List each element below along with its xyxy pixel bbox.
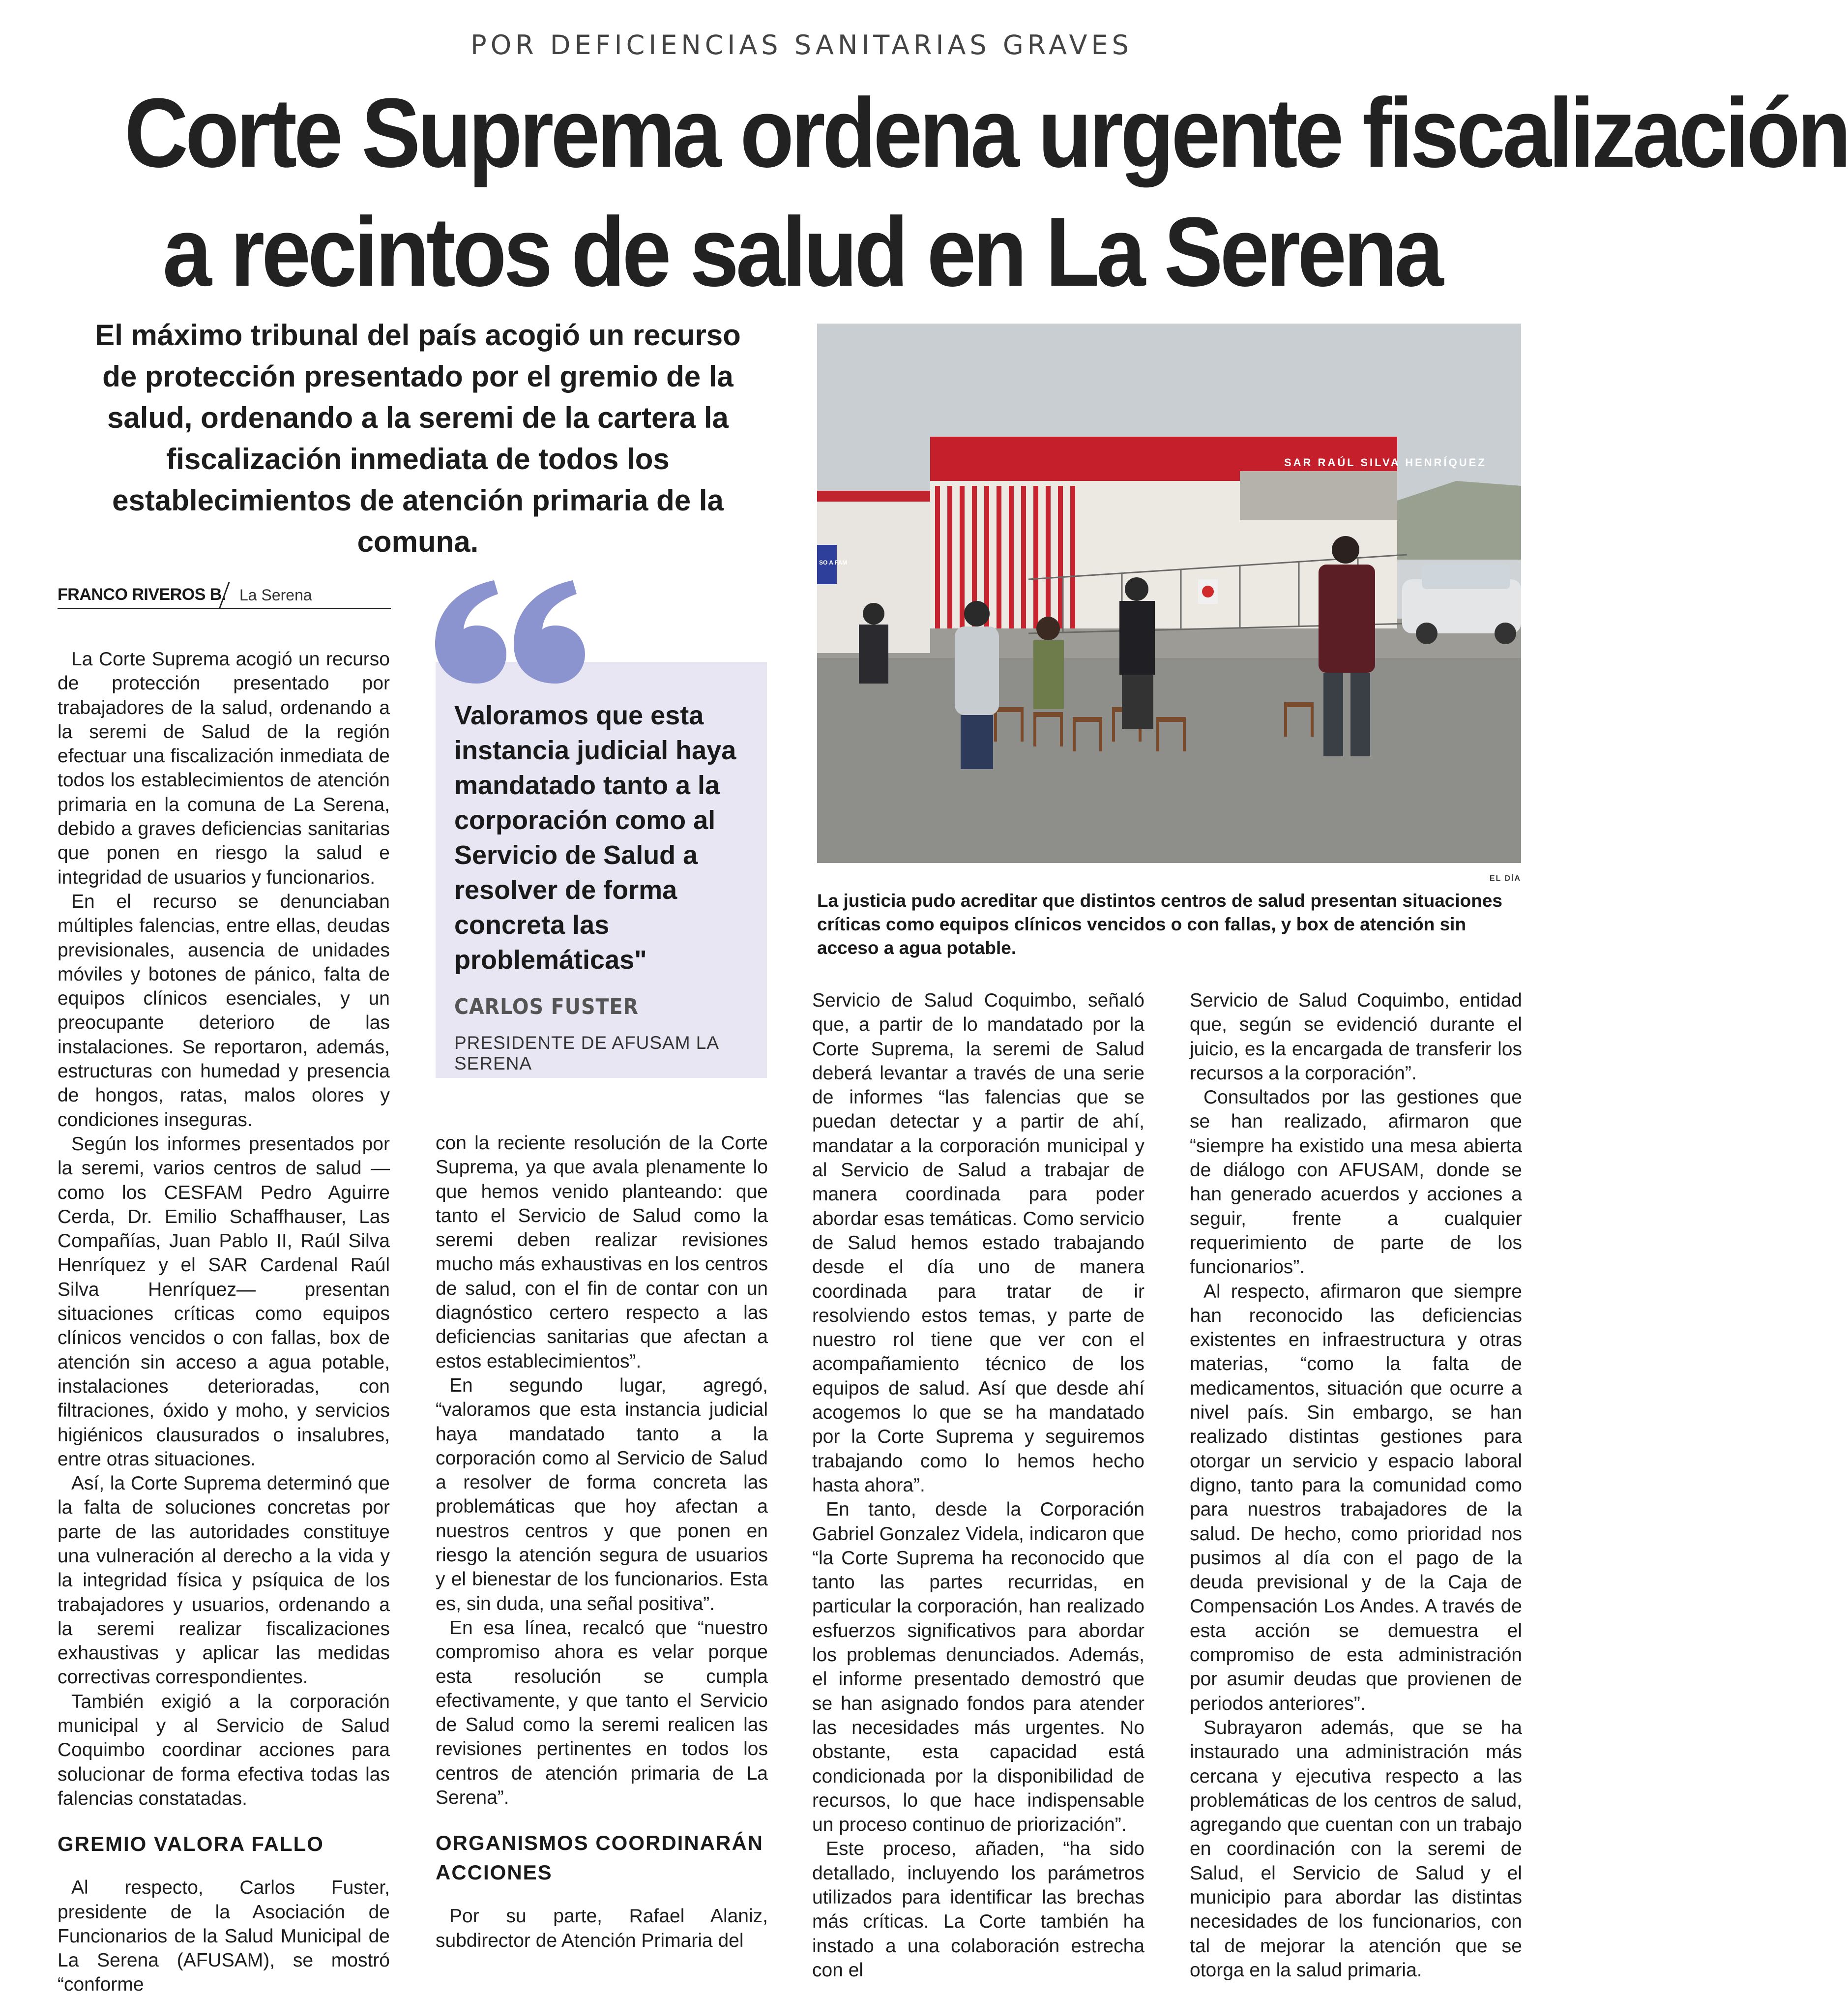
paragraph: En segundo lugar, agregó, “valoramos que esta instancia judicial haya mandatado tanto a la corporación como al Servicio de Salud a resolver de forma concreta las problemáticas que hoy afectan a nuestros centros y que ponen en riesgo la atención segura de usuarios y el bienestar de los funcionarios. Esta es, sin duda, una señal positiva”. [436,1374,768,1614]
paragraph: En el recurso se denunciaban múltiples falencias, entre ellas, deudas previsionales, ausencia de unidades móviles y botones de pánico, falta de equipos clínicos esenciales, y un preocupante deterioro de las instalaciones. Se reportaron, además, estructuras con humedad y presencia de hongos, ratas, malos olores y condiciones inseguras. [58,891,390,1131]
photo-car [1402,565,1521,644]
byline-author: FRANCO RIVEROS B. [58,585,226,604]
byline-place: La Serena [239,586,312,604]
paragraph: También exigió a la corporación municipal y al Servicio de Salud Coquimbo coordinar acciones para solucionar de forma efectiva todas las falencias constatadas. [58,1691,390,1809]
paragraph: En tanto, desde la Corporación Gabriel Gonzalez Videla, indicaron que “la Corte Suprema ha reconocido que tanto las partes recurridas, en particular la corporación, han realizado esfuerzos significativos para abordar los problemas denunciados. Además, el informe presentado demostró que se han asignado fondos para atender las necesidades más urgentes. No obstante, esta capacidad está condicionada por la disponibilidad de recursos, lo que hace indispensable un proceso continuo de priorización”. [812,1499,1144,1836]
article-column-1 [58,647,390,1997]
headline-line-2: a recintos de salud en La Serena [162,197,1441,307]
pull-quote-name: CARLOS FUSTER [454,994,639,1019]
quote-mark-icon [430,570,587,698]
photo-building-sign: SAR RAÚL SILVA HENRÍQUEZ [1284,456,1487,469]
paragraph: En esa línea, recalcó que “nuestro compromiso ahora es velar porque esta resolución se cumpla efectivamente, y que tanto el Servicio de Salud como la seremi realicen las revisiones pertinentes en todos los centros de atención primaria de La Serena”. [436,1617,768,1809]
paragraph: Subrayaron además, que se ha instaurado una administración más cercana y ejecutiva respecto a las problemáticas de los centros de salud, agregando que cuentan con un trabajo en coordinación con la seremi de Salud, el Servicio de Salud y el municipio para abordar las distintas necesidades de los funcionarios, con tal de mejorar la atención que se otorga en la salud primaria. [1190,1717,1522,1981]
paragraph: La Corte Suprema acogió un recurso de protección presentado por trabajadores de la salud, ordenando a la seremi de Salud de la región efectuar una fiscalización inmediata de todos los establecimientos de atención primaria en la comuna de La Serena, debido a graves deficiencias sanitarias que ponen en riesgo la salud e integridad de usuarios y funcionarios. [58,649,390,888]
paragraph: Este proceso, añaden, “ha sido detallado, incluyendo los parámetros utilizados para identificar las brechas más críticas. La Corte también ha instado a una colaboración estrecha con el [812,1838,1144,1981]
subheading: ORGANISMOS COORDINARÁN ACCIONES [436,1831,764,1884]
paragraph: Así, la Corte Suprema determinó que la falta de soluciones concretas por parte de las autoridades constituye una vulneración al derecho a la vida y la integridad física y psíquica de los trabajadores y usuarios, ordenando a la seremi realizar fiscalizaciones exhaustivas y aplicar las medidas correctivas correspondientes. [58,1473,390,1688]
photo-caption: La justicia pudo acreditar que distintos centros de salud presentan situaciones críticas como equipos clínicos vencidos o con fallas, y box de atención sin acceso a agua potable. [817,891,1503,958]
deck: El máximo tribunal del país acogió un recurso de protección presentado por el gremio de la salud, ordenando a la seremi de la cartera la fiscalización inmediata de todos los establecimientos de atención primaria de la comuna. [95,319,741,558]
article-column-2 [436,1131,768,1953]
photo-illustration [817,324,1521,863]
paragraph: Servicio de Salud Coquimbo, entidad que, según se evidenció durante el juicio, es la encargada de transferir los recursos a la corporación”. [1190,990,1522,1084]
byline [58,580,391,609]
photo-door-sign-text: SO A FAM [819,559,848,566]
paragraph: Al respecto, afirmaron que siempre han reconocido las deficiencias existentes en infraestructura y otras materias, “como la falta de medicamentos, situación que ocurre a nivel país. Sin embargo, se han realizado distintas gestiones para otorgar un servicio y espacio laboral digno, tanto para la comunidad como para nuestros trabajadores de la salud. De hecho, como prioridad nos pusimos al día con el pago de la deuda previsional y de la Caja de Compensación Los Andes. A través de esta acción se demuestra el compromiso de esta administración por asumir deudas que provienen de periodos anteriores”. [1190,1281,1522,1714]
headline [124,74,1848,312]
pull-quote-text: Valoramos que esta instancia judicial haya mandatado tanto a la corporación como al Servicio de Salud a resolver de forma concreta las problemáticas" [454,701,736,975]
paragraph: con la reciente resolución de la Corte Suprema, ya que avala plenamente lo que hemos venido planteando: que tanto el Servicio de Salud como la seremi deben realizar revisiones mucho más exhaustivas en los centros de salud, con el fin de contar con un diagnóstico certero respecto a las deficiencias sanitarias que afectan a estos establecimientos”. [436,1133,768,1372]
headline-line-1: Corte Suprema ordena urgente fiscalización [124,78,1848,188]
photo-credit: EL DÍA [1489,874,1521,883]
paragraph: Al respecto, Carlos Fuster, presidente de la Asociación de Funcionarios de la Salud Municipal de La Serena (AFUSAM), se mostró “conforme [58,1877,390,1996]
subheading: GREMIO VALORA FALLO [58,1832,324,1856]
paragraph: Servicio de Salud Coquimbo, señaló que, a partir de lo mandatado por la Corte Suprema, la seremi de Salud deberá levantar a través de una serie de informes “las falencias que se puedan detectar y a partir de ahí, mandatar a la corporación municipal y al Servicio de Salud a trabajar de manera coordinada para poder abordar esas temáticas. Como servicio de Salud hemos estado trabajando desde el día uno de manera coordinada para tratar de ir resolviendo estos temas, y parte de nuestro rol tiene que ver con el acompañamiento técnico de los equipos de salud. Así que desde ahí acogemos lo que se ha mandatado por la Corte Suprema y seguiremos trabajando como lo hemos hecho hasta ahora”. [812,990,1144,1496]
kicker: POR DEFICIENCIAS SANITARIAS GRAVES [470,30,1133,60]
paragraph: Según los informes presentados por la seremi, varios centros de salud —como los CESFAM Pedro Aguirre Cerda, Dr. Emilio Schaffhauser, Las Compañías, Juan Pablo II, Raúl Silva Henríquez y el SAR Cardenal Raúl Silva Henríquez— presentan situaciones críticas como equipos clínicos vencidos o con fallas, box de atención sin acceso a agua potable, instalaciones deterioradas, con filtraciones, óxido y moho, y servicios higiénicos clausurados o insalubres, entre otras situaciones. [58,1133,390,1470]
paragraph: Por su parte, Rafael Alaniz, subdirector de Atención Primaria del [436,1906,768,1951]
article-column-4 [1190,988,1522,1982]
article-column-3 [812,988,1144,1982]
news-photo [817,324,1521,863]
paragraph: Consultados por las gestiones que se han realizado, afirmaron que “siempre ha existido una mesa abierta de diálogo con AFUSAM, donde se han generado acuerdos y acciones a seguir, frente a cualquier requerimiento de parte de los funcionarios”. [1190,1087,1522,1278]
pull-quote-role: PRESIDENTE DE AFUSAM LA SERENA [454,1033,719,1073]
